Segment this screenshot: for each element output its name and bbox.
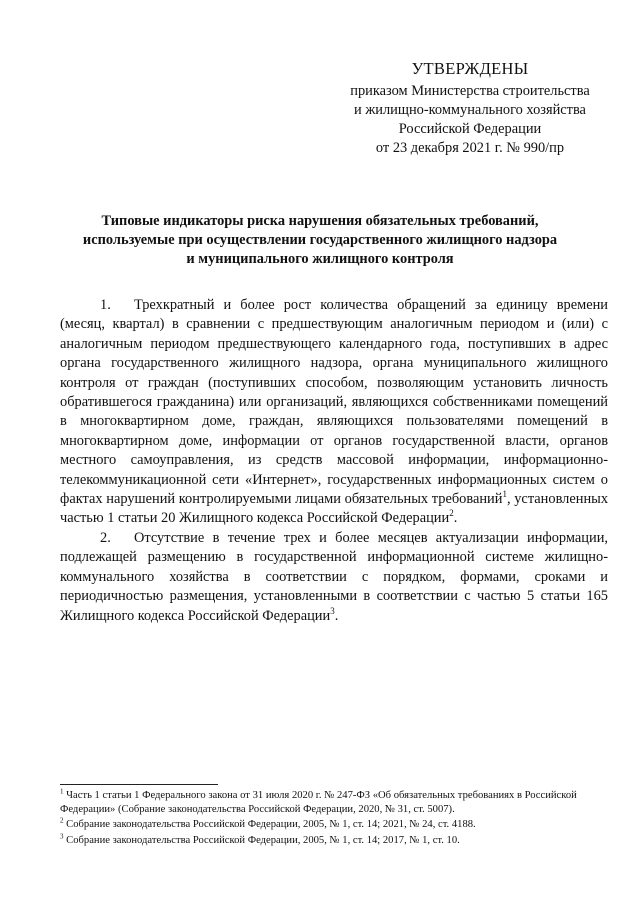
approval-title: УТВЕРЖДЕНЫ bbox=[411, 59, 529, 78]
document-body bbox=[60, 296, 608, 626]
footnote-text: Собрание законодательства Российской Федерации, 2005, № 1, ст. 14; 2021, № 24, ст. 4188. bbox=[63, 819, 476, 831]
footnote-text: Собрание законодательства Российской Федерации, 2005, № 1, ст. 14; 2017, № 1, ст. 10. bbox=[63, 834, 460, 846]
item-text: Отсутствие в течение трех и более месяцев актуализации информации, подлежащей размещению в государственной информационной системе жилищно-коммунального хозяйства в соответствии с порядком, формами, сроками и периодичностью размещения, установленными в соответствии с частью 5 статьи 165 Жилищного кодекса Российской Федерации bbox=[60, 529, 608, 624]
document-title-line: используемые при осуществлении государственного жилищного надзора bbox=[82, 232, 558, 248]
indicator-item-1 bbox=[60, 296, 608, 529]
footnote-mark: 3 bbox=[60, 832, 64, 841]
item-text: . bbox=[334, 607, 339, 624]
item-number: 2. bbox=[100, 529, 111, 546]
item-text: , установленных частью 1 статьи 20 Жилищного кодекса Российской Федерации bbox=[60, 491, 609, 527]
document-title bbox=[60, 212, 580, 269]
item-text: . bbox=[453, 510, 458, 527]
footnote-ref[interactable]: 2 bbox=[449, 508, 454, 519]
approval-line: приказом Министерства строительства bbox=[350, 83, 590, 99]
footnote-mark: 1 bbox=[60, 787, 64, 796]
footnotes-block bbox=[60, 789, 608, 849]
item-text: Трехкратный и более рост количества обращений за единицу времени (месяц, квартал) в сравнении с предшествующим аналогичным периодом и (или) с аналогичным периодом предшествующего календарного года, поступивших в адрес органа государственного жилищного надзора, органа муниципального жилищного контроля от граждан (поступивших способом, позволяющим установить личность обратившегося гражданина) или организаций, являющихся собственниками помещений в многоквартирном доме, граждан, являющихся пользователями помещений в многоквартирном доме, информации от органов государственной власти, органов местного самоуправления, из средств массовой информации, информационно-телекоммуникационной сети «Интернет», государственных информационных систем о фактах нарушений контролируемыми лицами обязательных требований bbox=[60, 297, 608, 508]
document-title-line: и муниципального жилищного контроля bbox=[186, 251, 454, 267]
footnote-3 bbox=[60, 834, 608, 848]
footnote-1 bbox=[60, 789, 608, 817]
footnote-text: Часть 1 статьи 1 Федерального закона от 31 июля 2020 г. № 247-ФЗ «Об обязательных требованиях в Российской Федерации» (Собрание законодательства Российской Федерации, 2020, № 31, ст. 5007). bbox=[60, 790, 577, 816]
approval-block bbox=[330, 58, 610, 158]
footnote-ref[interactable]: 1 bbox=[502, 489, 507, 500]
footnote-2 bbox=[60, 818, 608, 832]
approval-line: Российской Федерации bbox=[398, 121, 542, 137]
indicator-item-2 bbox=[60, 529, 608, 626]
document-title-line: Типовые индикаторы риска нарушения обязательных требований, bbox=[101, 213, 539, 229]
footnote-divider bbox=[60, 784, 218, 785]
item-number: 1. bbox=[100, 297, 111, 313]
approval-date-line: от 23 декабря 2021 г. № 990/пр bbox=[375, 140, 565, 156]
footnote-mark: 2 bbox=[60, 816, 64, 825]
approval-line: и жилищно-коммунального хозяйства bbox=[354, 102, 586, 118]
footnote-ref[interactable]: 3 bbox=[330, 605, 335, 616]
